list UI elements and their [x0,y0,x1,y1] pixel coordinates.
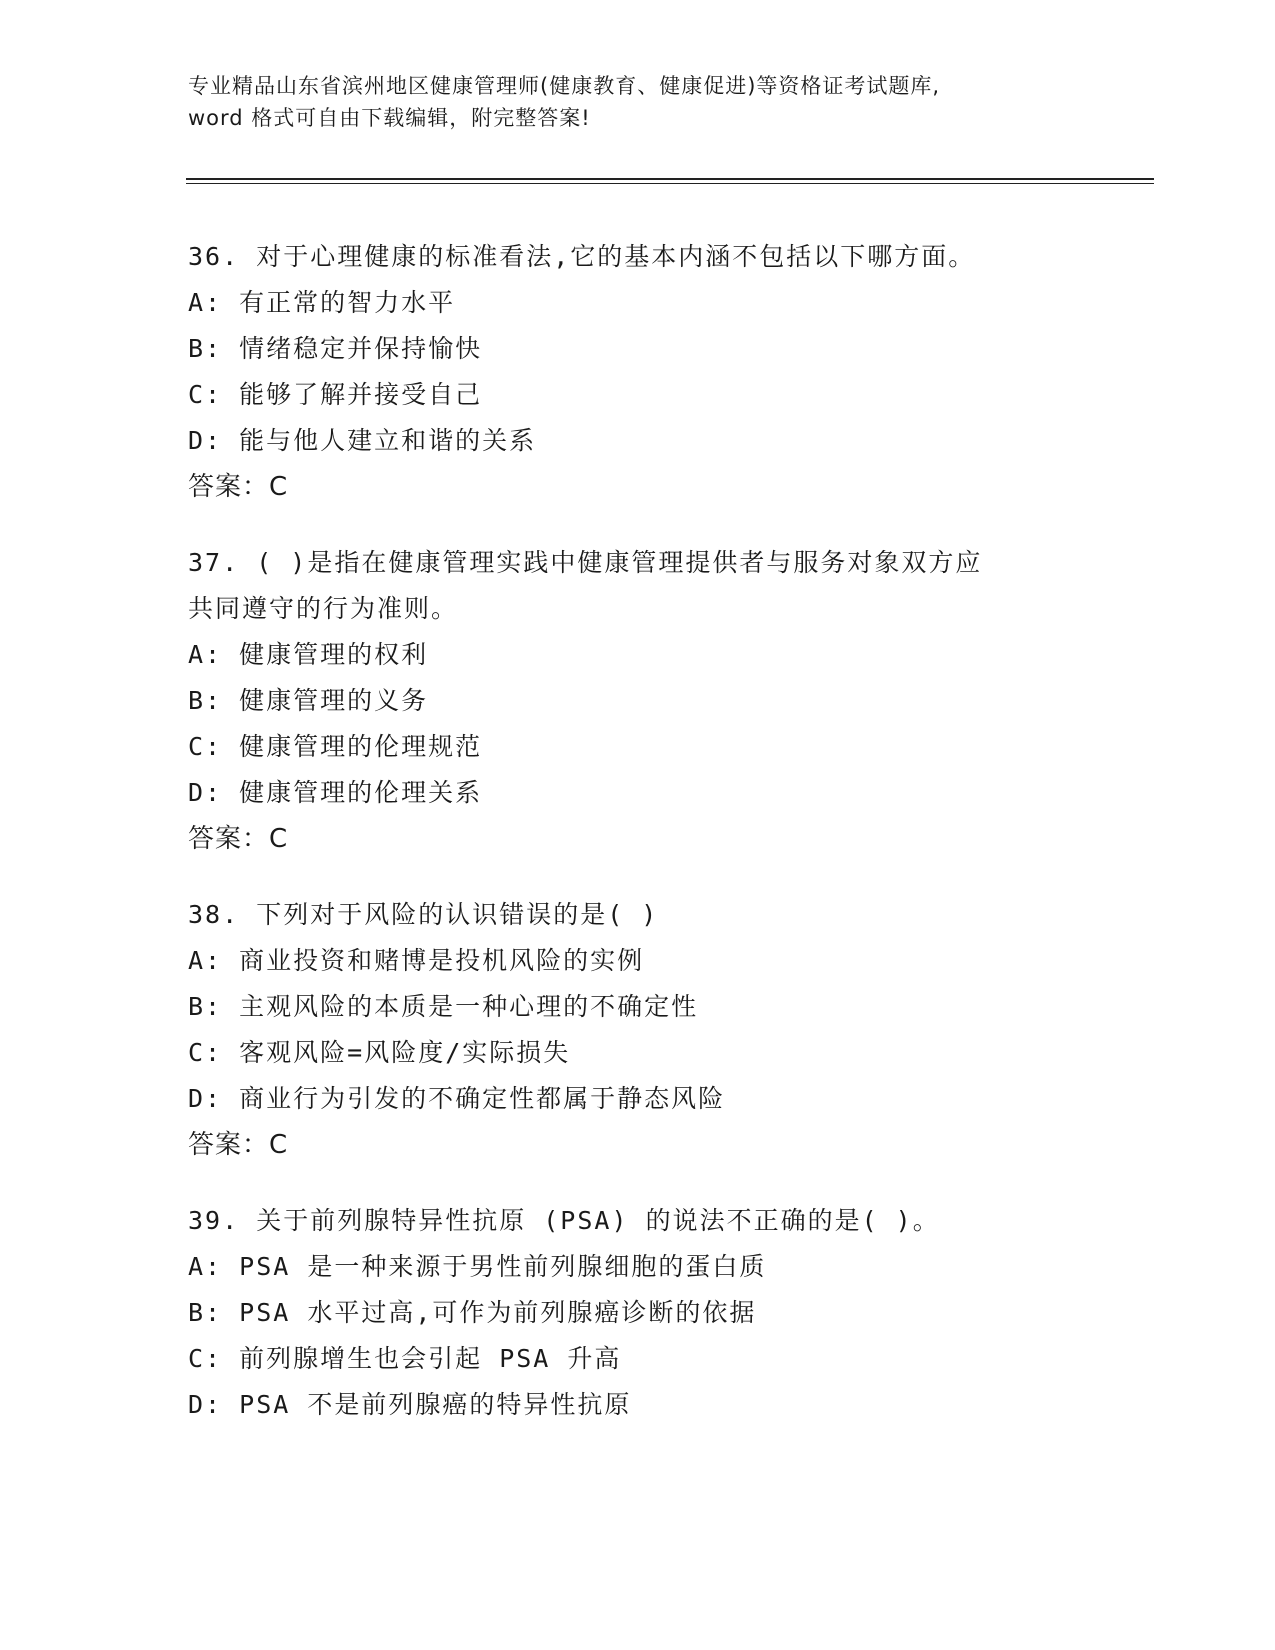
question-39 [188,1198,1088,1428]
question-stem-continued: 共同遵守的行为准则。 [188,594,459,623]
option-a: A: PSA 是一种来源于男性前列腺细胞的蛋白质 [188,1252,767,1281]
header-title-line-2: word 格式可自由下载编辑，附完整答案! [188,106,591,130]
question-38 [188,892,1088,1168]
question-stem: 36. 对于心理健康的标准看法,它的基本内涵不包括以下哪方面。 [188,242,976,271]
option-c: C: 能够了解并接受自己 [188,380,483,409]
answer-label: 答案：C [188,824,289,854]
option-c: C: 客观风险=风险度/实际损失 [188,1038,571,1067]
question-36 [188,234,1088,510]
question-list [188,234,1088,1458]
option-b: B: 主观风险的本质是一种心理的不确定性 [188,992,699,1021]
question-37 [188,540,1088,862]
option-b: B: 情绪稳定并保持愉快 [188,334,483,363]
option-c: C: 健康管理的伦理规范 [188,732,483,761]
answer-label: 答案：C [188,1130,289,1160]
option-b: B: PSA 水平过高,可作为前列腺癌诊断的依据 [188,1298,757,1327]
option-d: D: 商业行为引发的不确定性都属于静态风险 [188,1084,726,1113]
question-stem: 38. 下列对于风险的认识错误的是( ) [188,900,659,929]
option-a: A: 健康管理的权利 [188,640,429,669]
page-header [188,70,1088,134]
header-divider-thick [186,178,1154,180]
answer-label: 答案：C [188,472,289,502]
option-d: D: 健康管理的伦理关系 [188,778,483,807]
option-d: D: PSA 不是前列腺癌的特异性抗原 [188,1390,632,1419]
option-a: A: 商业投资和赌博是投机风险的实例 [188,946,645,975]
header-title-line-1: 专业精品山东省滨州地区健康管理师(健康教育、健康促进)等资格证考试题库, [188,74,941,98]
question-stem: 39. 关于前列腺特异性抗原 (PSA) 的说法不正确的是( )。 [188,1206,940,1235]
option-d: D: 能与他人建立和谐的关系 [188,426,537,455]
option-c: C: 前列腺增生也会引起 PSA 升高 [188,1344,622,1373]
option-a: A: 有正常的智力水平 [188,288,456,317]
option-b: B: 健康管理的义务 [188,686,429,715]
header-divider-thin [186,183,1154,184]
question-stem: 37. ( )是指在健康管理实践中健康管理提供者与服务对象双方应 [188,548,983,577]
